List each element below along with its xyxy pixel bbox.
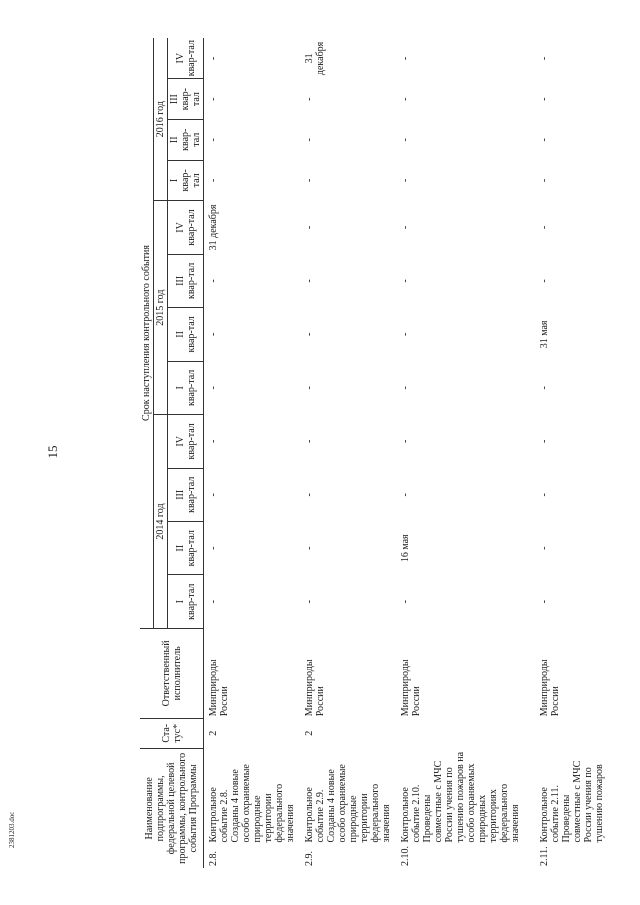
quarter-cell: - [539,138,550,142]
quarter-word: квар-тал [180,88,202,111]
row-number: 2.10. [400,846,411,866]
quarter-cell: - [208,178,219,183]
quarter-cell: - [304,439,315,443]
quarter-cell: - [539,546,550,550]
header-quarter-2-4 [168,201,204,254]
event-name: Контрольное событие 2.9. Созданы 4 новые особо охраняемые природные территории федерального значения [304,764,392,843]
quarter-cell: 31 декабря [304,41,326,76]
header-term-group: Срок наступления контрольного события [140,38,154,628]
quarter-numeral: I [174,386,186,390]
quarter-cell: - [539,386,550,390]
quarter-cell: - [539,493,550,497]
quarter-cell: - [400,138,411,142]
quarter-cell: 31 мая [539,320,550,349]
header-quarter-3-3 [168,79,204,120]
quarter-word: квар-тал [185,40,197,77]
quarter-cell: - [400,178,411,183]
quarter-word: квар-тал [185,423,197,460]
quarter-word: квар-тал [185,209,197,246]
event-status: 2 [208,730,219,736]
quarter-cell: - [208,332,219,337]
quarter-cell: - [400,439,411,443]
rotated-page-content [140,38,640,868]
quarter-numeral: I [169,178,180,183]
header-name-column: Наименование подпрограммы, федеральной целевой программы, контрольного события Программы [140,748,204,868]
quarter-cell: - [539,279,550,283]
quarter-word: квар-тал [180,128,202,151]
quarter-word: квар-тал [185,262,197,300]
quarter-cell: - [539,439,550,443]
quarter-cell: - [539,600,550,604]
quarter-cell: - [400,493,411,497]
quarter-cell: 16 мая [400,534,411,563]
header-quarter-3-2 [168,119,204,160]
quarter-numeral: III [174,489,186,500]
quarter-cell: - [208,439,219,443]
quarter-cell: - [400,225,411,230]
quarter-cell: - [400,56,411,61]
event-executor: Минприроды России [304,659,326,717]
table-row [204,38,301,868]
quarter-cell: - [539,97,550,101]
quarter-cell: - [539,225,550,230]
quarter-numeral: II [169,136,180,144]
quarter-cell: - [208,56,219,61]
quarter-cell: - [304,493,315,497]
quarter-word: квар-тал [185,530,197,567]
quarter-numeral: IV [174,436,186,447]
header-quarter-3-4 [168,38,204,79]
event-status: 2 [304,730,315,736]
header-quarter-1-4 [168,415,204,468]
header-status-column: Ста-тус* [140,718,204,748]
quarter-cell: - [539,178,550,183]
quarter-cell: - [208,97,219,101]
quarter-cell: - [400,386,411,390]
quarter-cell: - [304,332,315,337]
quarter-numeral: IV [174,222,186,233]
page-number: 15 [45,445,60,459]
quarter-cell: - [400,279,411,283]
quarter-cell: - [304,600,315,604]
quarter-cell: 31 декабря [208,204,219,251]
quarter-word: квар-тал [185,369,197,406]
quarter-cell: - [208,138,219,142]
quarter-word: квар-тал [185,316,197,353]
table-row [535,38,621,868]
quarter-cell: - [539,56,550,61]
document-code: 2381203.doc [8,811,16,848]
quarter-word: квар-тал [180,169,202,192]
row-number: 2.11. [539,846,550,866]
header-quarter-1-2 [168,522,204,575]
quarter-word: квар-тал [185,476,197,513]
quarter-numeral: III [174,275,186,286]
header-year-2016: 2016 год [154,38,168,201]
quarter-cell: - [208,279,219,283]
quarter-cell: - [304,138,315,142]
event-executor: Минприроды России [208,659,230,717]
quarter-cell: - [208,386,219,390]
event-name: Контрольное событие 2.8. Созданы 4 новые особо охраняемые природные территории федерального значения [208,764,296,843]
table-row [396,38,535,868]
quarter-cell: - [208,546,219,550]
quarter-cell: - [304,178,315,183]
quarter-word: квар-тал [185,583,197,620]
row-number: 2.8. [208,851,219,866]
event-name: Контрольное событие 2.10. Проведены совместные с МЧС России учения по тушению пожаров на особо охраняемых природных территориях федерального значения [400,751,521,843]
event-status [535,718,621,748]
quarter-numeral: IV [174,52,186,64]
event-executor: Минприроды России [400,659,422,717]
quarter-numeral: III [169,94,180,105]
header-quarter-2-2 [168,308,204,361]
quarter-cell: - [304,97,315,101]
row-number: 2.9. [304,851,315,866]
quarter-cell: - [208,493,219,497]
table-row [300,38,396,868]
quarter-cell: - [304,279,315,283]
quarter-numeral: II [174,331,186,338]
quarter-numeral: II [174,544,186,552]
quarter-cell: - [400,600,411,604]
header-quarter-1-1 [168,575,204,628]
quarter-cell: - [400,332,411,337]
quarter-cell: - [304,386,315,390]
quarter-cell: - [400,97,411,101]
header-year-2014: 2014 год [154,415,168,629]
header-quarter-2-3 [168,254,204,307]
quarter-numeral: I [174,600,186,604]
header-quarter-2-1 [168,361,204,414]
event-name: Контрольное событие 2.11. Проведены совместные с МЧС России учения по тушению пожаров [539,760,605,843]
quarter-cell: - [304,546,315,550]
event-executor: Минприроды России [539,659,561,717]
header-quarter-1-3 [168,468,204,521]
header-quarter-3-1 [168,160,204,201]
header-year-2015: 2015 год [154,201,168,415]
quarter-cell: - [304,225,315,230]
control-events-table [140,38,621,868]
quarter-cell: - [208,600,219,604]
event-status [396,718,535,748]
header-executor-column: Ответственный исполнитель [140,628,204,718]
